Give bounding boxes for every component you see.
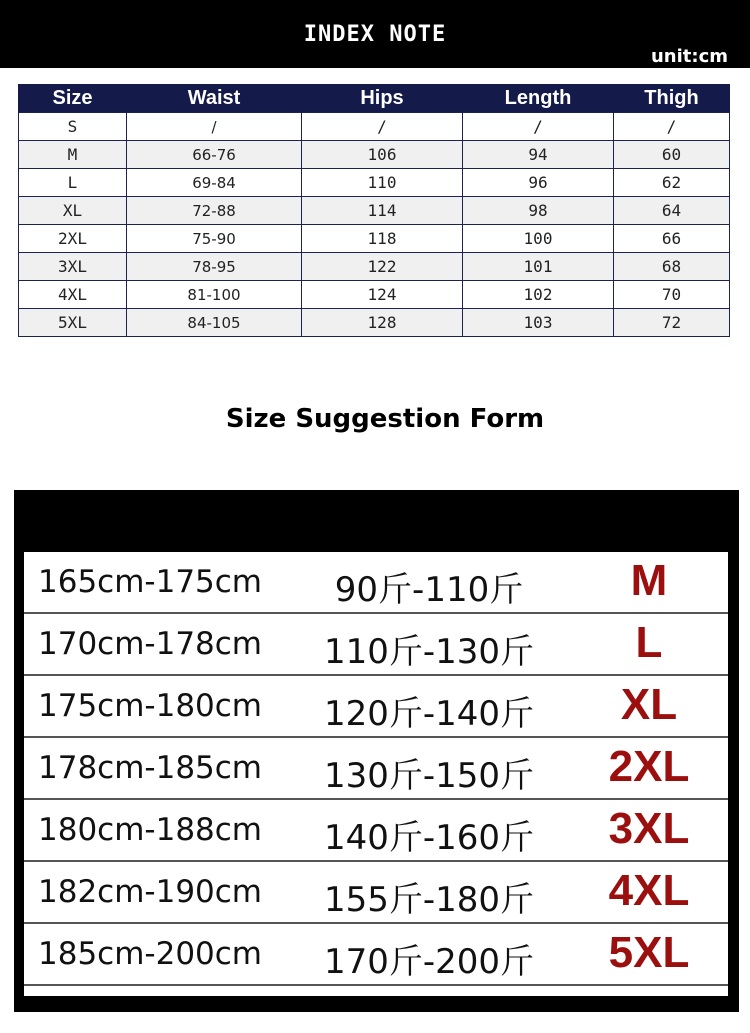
weight-range: 90斤-110斤 [334, 570, 524, 610]
suggestion-row [24, 800, 728, 862]
cell-waist: 69-84 [127, 169, 302, 197]
height-range: 182cm-190cm [38, 874, 263, 910]
suggestion-row [24, 738, 728, 800]
table-row [19, 197, 730, 225]
cell-waist: 72-88 [127, 197, 302, 225]
recommended-size: 5XL [608, 928, 690, 977]
cell-length: 101 [463, 253, 614, 281]
table-row [19, 253, 730, 281]
height-range: 165cm-175cm [38, 564, 263, 600]
weight-range: 130斤-150斤 [323, 756, 535, 796]
cell-waist: 66-76 [127, 141, 302, 169]
index-note-banner [0, 0, 750, 68]
height-range: 180cm-188cm [38, 812, 263, 848]
height-range: 178cm-185cm [38, 750, 263, 786]
height-range: 185cm-200cm [38, 936, 263, 972]
cell-size: 2XL [19, 225, 127, 253]
suggestion-row [24, 862, 728, 924]
cell-size: XL [19, 197, 127, 225]
cell-size: L [19, 169, 127, 197]
table-row [19, 141, 730, 169]
cell-waist: 75-90 [127, 225, 302, 253]
col-header-length: Length [463, 84, 614, 113]
weight-range: 155斤-180斤 [323, 880, 535, 920]
table-row [19, 113, 730, 141]
col-header-thigh: Thigh [614, 84, 730, 113]
cell-thigh: / [614, 113, 730, 141]
cell-size: S [19, 113, 127, 141]
recommended-size: 2XL [608, 742, 690, 791]
cell-thigh: 72 [614, 309, 730, 337]
cell-waist: / [127, 113, 302, 141]
unit-label: unit:cm [650, 46, 728, 67]
cell-hips: 106 [302, 141, 463, 169]
cell-thigh: 70 [614, 281, 730, 309]
height-range: 175cm-180cm [38, 688, 263, 724]
table-row [19, 281, 730, 309]
suggestion-title: Size Suggestion Form [225, 404, 545, 434]
cell-length: 102 [463, 281, 614, 309]
size-chart-table [18, 84, 730, 337]
weight-range: 170斤-200斤 [323, 942, 535, 982]
recommended-size: L [635, 618, 663, 667]
cell-length: 94 [463, 141, 614, 169]
cell-hips: / [302, 113, 463, 141]
cell-length: 103 [463, 309, 614, 337]
cell-hips: 122 [302, 253, 463, 281]
col-header-size: Size [19, 84, 127, 113]
cell-waist: 84-105 [127, 309, 302, 337]
table-row [19, 169, 730, 197]
recommended-size: XL [620, 680, 678, 729]
suggestion-row [24, 614, 728, 676]
table-header-row [19, 84, 730, 113]
cell-thigh: 62 [614, 169, 730, 197]
recommended-size: 3XL [608, 804, 690, 853]
cell-thigh: 66 [614, 225, 730, 253]
cell-hips: 128 [302, 309, 463, 337]
table-row [19, 225, 730, 253]
cell-thigh: 64 [614, 197, 730, 225]
col-header-hips: Hips [302, 84, 463, 113]
cell-hips: 114 [302, 197, 463, 225]
suggestion-row [24, 924, 728, 986]
cell-size: 3XL [19, 253, 127, 281]
cell-waist: 78-95 [127, 253, 302, 281]
cell-waist: 81-100 [127, 281, 302, 309]
cell-size: M [19, 141, 127, 169]
recommended-size: 4XL [608, 866, 690, 915]
cell-length: 100 [463, 225, 614, 253]
cell-length: / [463, 113, 614, 141]
cell-hips: 118 [302, 225, 463, 253]
col-header-waist: Waist [127, 84, 302, 113]
cell-hips: 124 [302, 281, 463, 309]
suggestion-list [24, 552, 728, 996]
cell-hips: 110 [302, 169, 463, 197]
banner-title: INDEX NOTE [303, 22, 447, 47]
weight-range: 110斤-130斤 [323, 632, 535, 672]
suggestion-row [24, 552, 728, 614]
weight-range: 120斤-140斤 [323, 694, 535, 734]
cell-length: 98 [463, 197, 614, 225]
weight-range: 140斤-160斤 [323, 818, 535, 858]
table-row [19, 309, 730, 337]
cell-size: 4XL [19, 281, 127, 309]
suggestion-row [24, 676, 728, 738]
height-range: 170cm-178cm [38, 626, 263, 662]
cell-thigh: 60 [614, 141, 730, 169]
recommended-size: M [630, 556, 668, 605]
size-suggestion-form [14, 490, 739, 1012]
cell-thigh: 68 [614, 253, 730, 281]
cell-length: 96 [463, 169, 614, 197]
cell-size: 5XL [19, 309, 127, 337]
